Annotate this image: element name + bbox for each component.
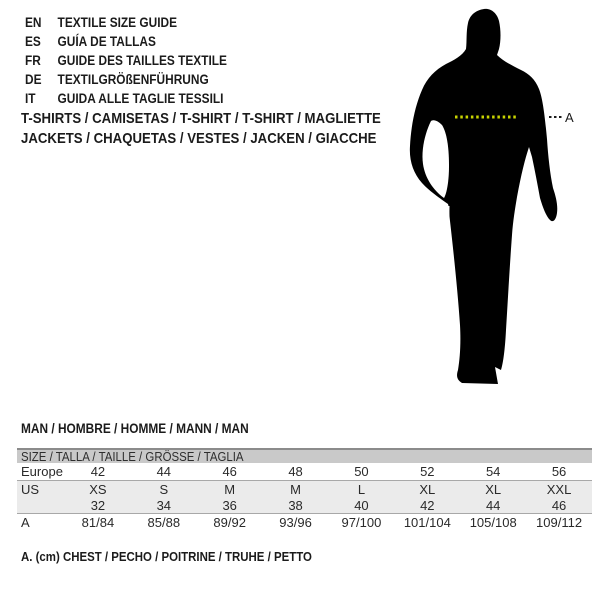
size-cell: XS [89,481,107,497]
section-title-man [21,420,280,437]
section-title-text: MAN / HOMBRE / HOMME / MANN / MAN [21,421,249,436]
language-label: GUIDA ALLE TAGLIE TESSILI [57,91,224,106]
table-row-chest [17,514,592,531]
table-row-europe [17,463,592,480]
language-label: TEXTILGRÖßENFÜHRUNG [57,72,209,87]
size-cell: L [357,481,366,497]
size-cell: 109/112 [536,515,583,530]
size-cell: 89/92 [213,515,246,530]
size-cell: 36 [222,497,237,513]
language-label: GUÍA DE TALLAS [57,34,156,49]
size-cell: 97/100 [341,515,382,530]
language-label: TEXTILE SIZE GUIDE [57,15,178,30]
size-cell: 38 [288,497,303,513]
size-cell: 56 [551,464,567,479]
language-code: DE [25,72,42,87]
size-cell: 34 [156,497,172,513]
size-cell: XL [485,481,502,497]
size-table-header-text: SIZE / TALLA / TAILLE / GRÖSSE / TAGLIA [21,449,244,464]
size-cell: 105/108 [469,515,517,530]
category-block [21,109,430,148]
man-silhouette-body [410,9,557,384]
language-row-de [25,70,227,89]
size-cell: 46 [551,497,567,513]
row-label: A [21,515,30,530]
size-cell: 50 [354,464,369,479]
size-cell: 42 [420,497,435,513]
table-row-us-numeric [17,497,592,513]
language-list [25,13,255,108]
size-cell: 101/104 [403,515,451,530]
size-cell: 32 [90,497,106,513]
footnote-text: A. (cm) CHEST / PECHO / POITRINE / TRUHE / PETTO [21,548,312,564]
man-figure [400,8,585,393]
measure-label-a: A [565,110,574,125]
language-row-it [25,89,227,108]
language-row-fr [25,51,227,70]
language-code: IT [25,91,36,106]
size-cell: 44 [485,497,501,513]
man-silhouette [400,8,585,393]
size-table-header [17,448,592,463]
language-code: EN [25,15,42,30]
size-cell: S [159,481,169,497]
size-cell: M [224,481,236,497]
language-row-en [25,13,227,32]
size-cell: 93/96 [279,515,312,530]
size-cell: XL [419,481,436,497]
size-cell: 44 [156,464,172,479]
category-line-jackets: JACKETS / CHAQUETAS / VESTES / JACKEN / GIACCHE [21,129,377,147]
row-label: Europe [21,464,63,479]
us-size-band [17,480,592,514]
size-table [17,448,592,531]
size-cell: 81/84 [81,515,115,530]
size-cell: 40 [354,497,369,513]
row-label: US [21,481,40,497]
size-cell: M [290,481,301,497]
size-cell: 42 [90,464,106,479]
pocket-crease [447,206,450,240]
language-code: ES [25,34,41,49]
category-line-tshirts: T-SHIRTS / CAMISETAS / T-SHIRT / T-SHIRT / MAGLIETTE [21,110,381,128]
language-code: FR [25,53,41,68]
table-row-us [17,481,592,497]
language-label: GUIDE DES TAILLES TEXTILE [57,53,227,68]
size-cell: 46 [222,464,237,479]
footnote-chest [21,548,352,564]
size-cell: XXL [546,481,572,497]
language-row-es [25,32,227,51]
size-cell: 54 [485,464,501,479]
size-cell: 85/88 [147,515,181,530]
size-cell: 52 [420,464,435,479]
size-cell: 48 [288,464,303,479]
